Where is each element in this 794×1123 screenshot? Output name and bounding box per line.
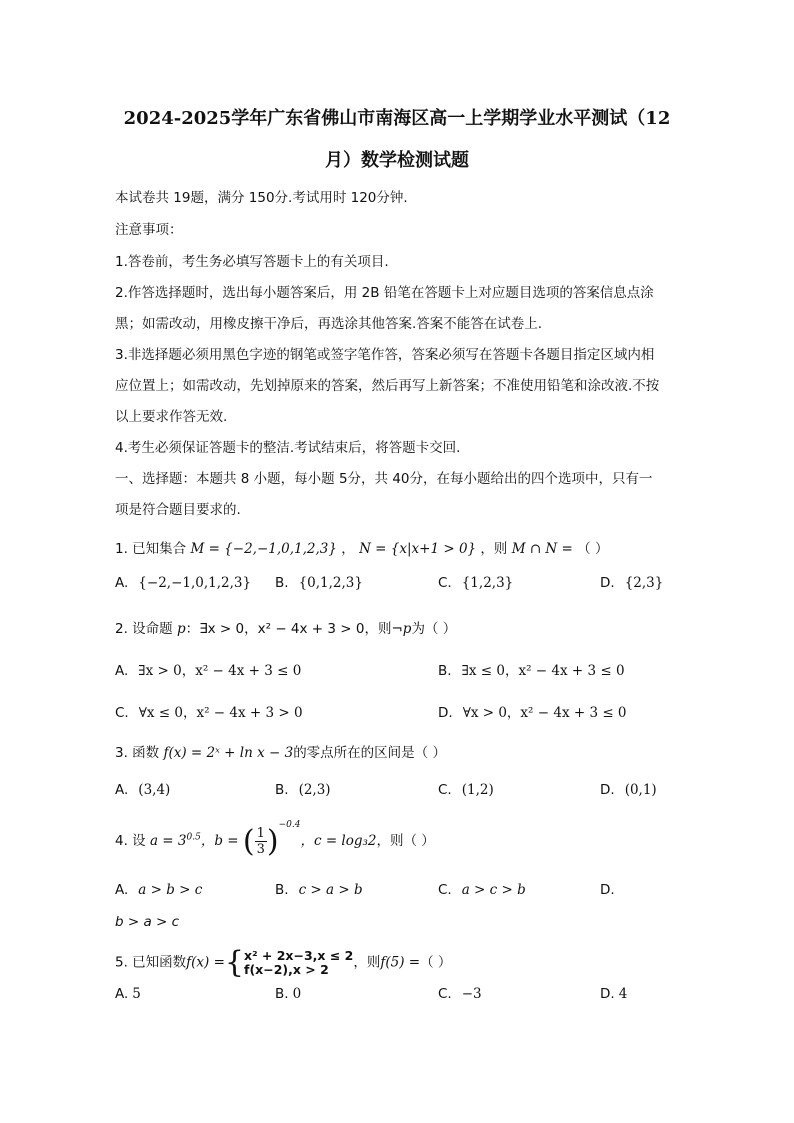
option-value: (0,1) xyxy=(624,782,657,798)
option-label: A. xyxy=(115,663,129,679)
piecewise-case-2: f(x−2),x > 2 xyxy=(244,961,329,977)
left-brace: { xyxy=(224,945,245,980)
question-2-option-a xyxy=(115,659,301,679)
notice-item-4: 4.考生必须保证答题卡的整洁.考试结束后，将答题卡交回. xyxy=(115,440,461,456)
option-label: A. xyxy=(115,782,129,798)
question-5-prefix: 5. 已知函数 xyxy=(115,954,187,971)
option-label: B. xyxy=(275,882,289,898)
notice-item-3-line1: 3.非选择题必须用黑色字迹的钢笔或签字笔作答，答案必须写在答题卡各题目指定区域内相 xyxy=(115,347,655,363)
question-2-statement: ：∃x > 0，x² − 4x + 3 > 0，则¬ xyxy=(185,621,403,637)
option-value: {1,2,3} xyxy=(461,575,514,591)
option-value: 5 xyxy=(132,986,141,1002)
option-label: C. xyxy=(438,575,452,591)
question-1-option-b xyxy=(275,575,363,591)
option-value: 4 xyxy=(618,986,628,1002)
question-5-option-a xyxy=(115,986,141,1002)
option-label: C. xyxy=(438,882,452,898)
option-value: ∀x > 0，x² − 4x + 3 ≤ 0 xyxy=(462,705,627,721)
question-2 xyxy=(115,617,456,637)
question-5-suffix: ，则 xyxy=(353,954,381,971)
option-value: {2,3} xyxy=(624,575,664,591)
question-1-set-m: M = {−2,−1,0,1,2,3} xyxy=(190,541,337,557)
option-label: B. xyxy=(275,986,289,1002)
option-label: B. xyxy=(275,575,289,591)
option-label: C. xyxy=(115,705,129,721)
question-3-option-d xyxy=(600,782,657,798)
option-label: C. xyxy=(438,782,452,798)
question-3 xyxy=(115,741,446,761)
question-1-option-a xyxy=(115,575,251,591)
option-value: c > a > b xyxy=(298,882,363,898)
piecewise-case-1: x² + 2x−3,x ≤ 2 xyxy=(244,947,354,963)
notice-heading: 注意事项： xyxy=(115,222,183,238)
notice-item-3-line2: 应位置上；如需改动，先划掉原来的答案，然后再写上新答案；不准使用铅笔和涂改液.不按 xyxy=(115,378,660,394)
question-4-b-exponent: −0.4 xyxy=(278,820,301,830)
question-3-option-a xyxy=(115,782,170,798)
question-3-option-b xyxy=(275,782,331,798)
question-5-piecewise xyxy=(225,945,353,980)
question-2-suffix: 为（ ） xyxy=(411,621,457,637)
notice-item-3-line3: 以上要求作答无效. xyxy=(115,409,228,425)
question-1-option-d xyxy=(600,575,663,591)
question-4-a-exponent: 0.5 xyxy=(186,832,201,843)
left-paren: ( xyxy=(242,823,255,859)
option-label: B. xyxy=(438,663,452,679)
question-1-suffix: ，则 xyxy=(480,541,508,557)
option-label: B. xyxy=(275,782,289,798)
fraction-numerator: 1 xyxy=(256,825,265,841)
option-label: D. xyxy=(600,986,615,1002)
option-value: ∀x ≤ 0，x² − 4x + 3 > 0 xyxy=(138,705,303,721)
question-4-b-prefix: ，b = xyxy=(200,833,239,849)
question-4-a-expr: a = 3 xyxy=(149,833,187,849)
option-value: ∃x > 0，x² − 4x + 3 ≤ 0 xyxy=(138,663,302,679)
option-label: A. xyxy=(115,575,129,591)
option-label: C. xyxy=(438,986,452,1002)
notice-item-1: 1.答卷前，考生务必填写答题卡上的有关项目. xyxy=(115,254,389,270)
option-value: (2,3) xyxy=(298,782,331,798)
question-4-option-d xyxy=(600,882,615,898)
question-1-expr: M ∩ N = xyxy=(511,541,573,557)
question-2-option-c xyxy=(115,701,303,721)
question-4-c-expr: ，c = log₃2 xyxy=(300,833,377,849)
question-4-option-a xyxy=(115,882,202,898)
option-label: A. xyxy=(115,882,129,898)
option-value: a > c > b xyxy=(461,882,526,898)
option-label: D. xyxy=(438,705,453,721)
question-4-option-b xyxy=(275,882,363,898)
question-1-paren: （ ） xyxy=(577,541,609,557)
question-2-p: p xyxy=(176,621,186,637)
notice-item-2-line1: 2.作答选择题时，选出每小题答案后，用 2B 铅笔在答题卡上对应题目选项的答案信息点涂 xyxy=(115,285,654,301)
right-paren: ) xyxy=(266,823,279,859)
question-3-suffix: 的零点所在的区间是（ ） xyxy=(293,745,446,761)
option-value: ∃x ≤ 0，x² − 4x + 3 ≤ 0 xyxy=(461,663,625,679)
intro-text: 本试卷共 19题，满分 150分.考试用时 120分钟. xyxy=(115,190,408,206)
option-value: {−2,−1,0,1,2,3} xyxy=(138,575,252,591)
option-value: {0,1,2,3} xyxy=(298,575,363,591)
question-4-option-d-value: b > a > c xyxy=(115,914,180,930)
option-value: 0 xyxy=(292,986,302,1002)
fraction-denominator: 3 xyxy=(256,841,265,857)
question-5 xyxy=(115,945,451,980)
question-4-fraction xyxy=(243,824,279,859)
option-label: D. xyxy=(600,782,615,798)
question-5-option-d xyxy=(600,986,627,1002)
question-2-prefix: 2. 设命题 xyxy=(115,621,173,637)
page-title-line1: 2024-2025学年广东省佛山市南海区高一上学期学业水平测试（12 xyxy=(123,108,671,129)
question-5-option-c xyxy=(438,986,482,1002)
question-3-option-c xyxy=(438,782,494,798)
question-2-option-b xyxy=(438,659,625,679)
question-5-option-b xyxy=(275,986,301,1002)
option-label: D. xyxy=(600,882,615,898)
question-1 xyxy=(115,537,608,557)
section1-heading-line2: 项是符合题目要求的. xyxy=(115,502,241,518)
question-5-ask: f(5) = xyxy=(380,954,421,971)
question-1-option-c xyxy=(438,575,513,591)
option-value: −3 xyxy=(461,986,482,1002)
page-title-line2: 月）数学检测试题 xyxy=(325,150,469,171)
notice-item-2-line2: 黑；如需改动，用橡皮擦干净后，再选涂其他答案.答案不能答在试卷上. xyxy=(115,316,543,332)
option-value: (1,2) xyxy=(461,782,494,798)
question-5-fx: f(x) = xyxy=(186,954,225,971)
question-1-comma: ， xyxy=(341,541,355,557)
section1-heading-line1: 一、选择题：本题共 8 小题，每小题 5分，共 40分，在每小题给出的四个选项中，只有一 xyxy=(115,471,653,487)
question-4 xyxy=(115,820,435,859)
question-4-prefix: 4. 设 xyxy=(115,833,146,849)
question-2-p-negated: p xyxy=(402,621,412,637)
option-value: a > b > c xyxy=(138,882,203,898)
question-1-set-n: N = {x|x+1 > 0} xyxy=(359,541,477,557)
question-1-prefix: 1. 已知集合 xyxy=(115,541,187,557)
question-4-option-c xyxy=(438,882,526,898)
question-4-suffix: ，则（ ） xyxy=(376,833,435,849)
option-label: A. xyxy=(115,986,129,1002)
question-5-paren: （ ） xyxy=(420,954,452,971)
option-value: (3,4) xyxy=(138,782,171,798)
question-2-option-d xyxy=(438,701,627,721)
question-3-prefix: 3. 函数 xyxy=(115,745,160,761)
option-label: D. xyxy=(600,575,615,591)
question-3-function: f(x) = 2ˣ + ln x − 3 xyxy=(163,745,294,761)
